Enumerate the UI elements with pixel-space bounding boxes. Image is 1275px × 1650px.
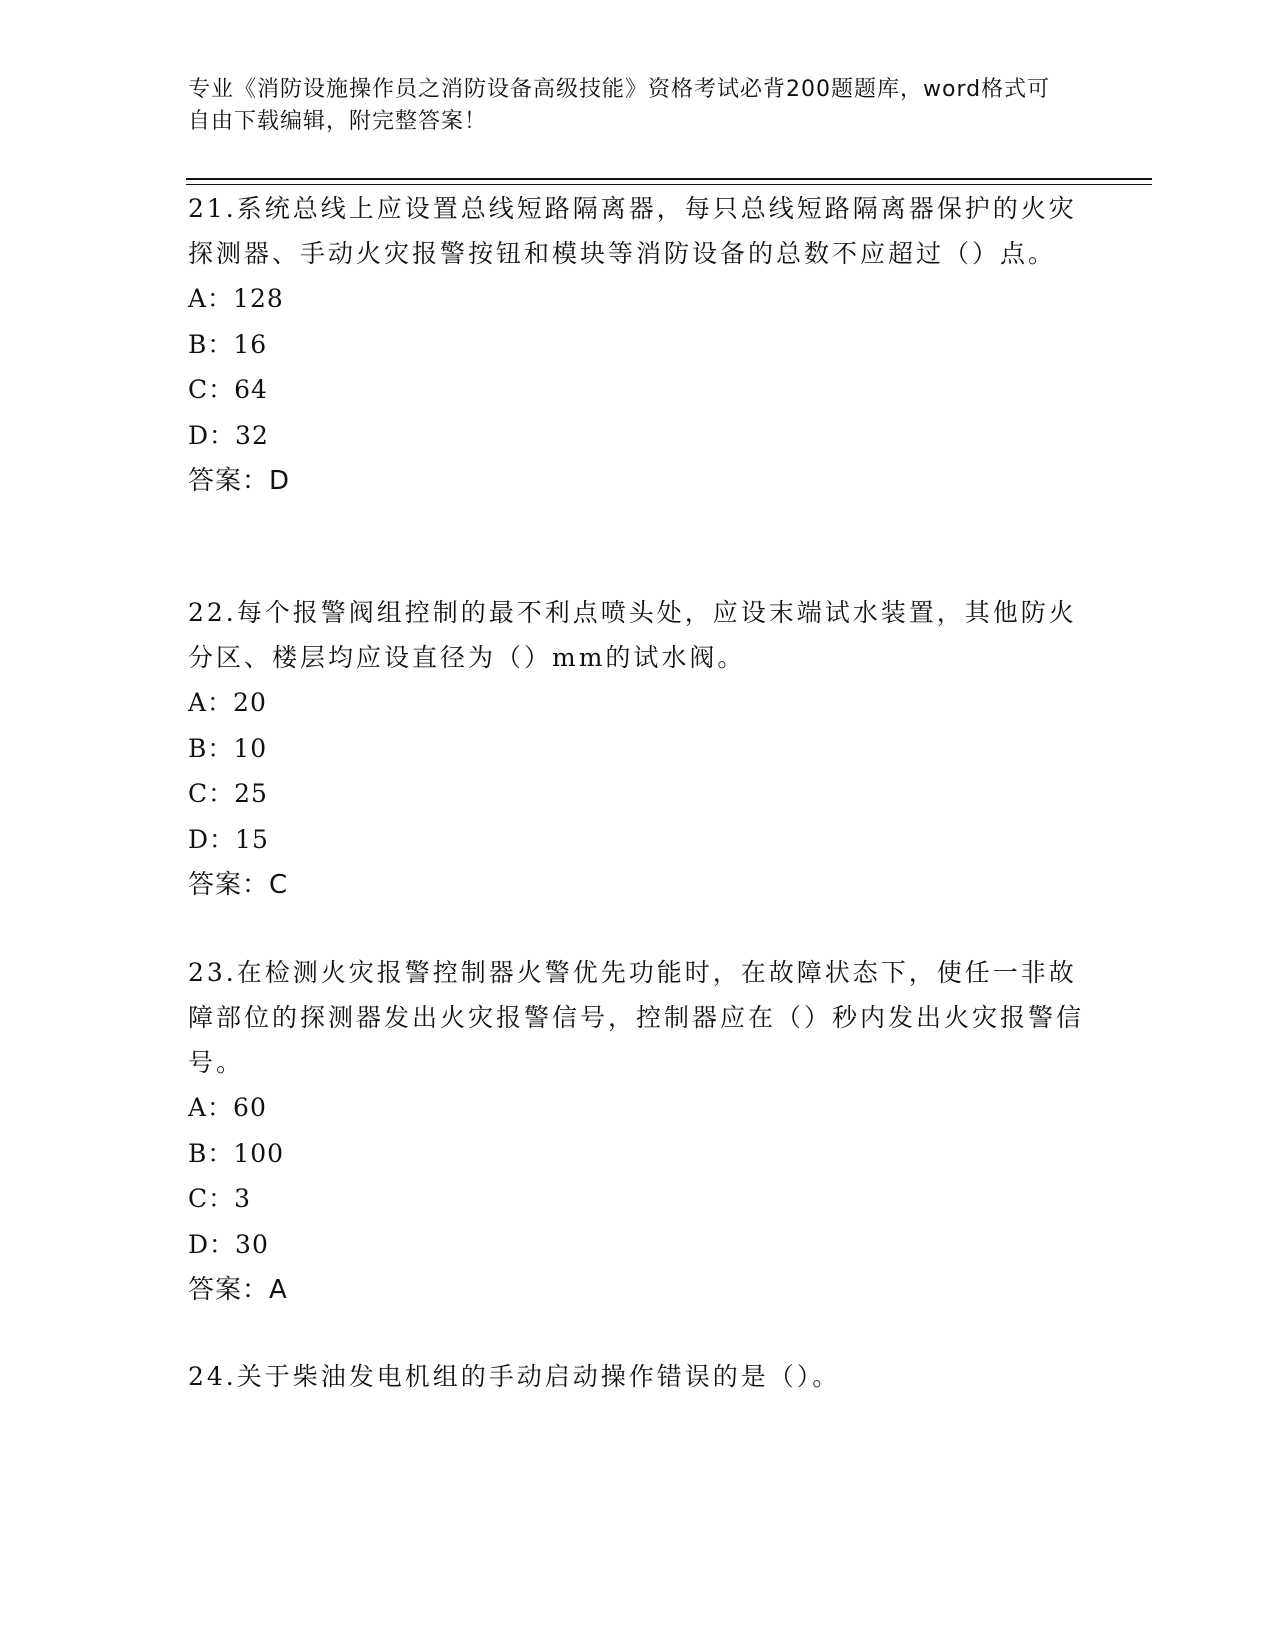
answer: 答案：C bbox=[188, 870, 289, 900]
question-text: 23.在检测火灾报警控制器火警优先功能时，在故障状态下，使任一非故障部位的探测器发出火灾报警信号，控制器应在（）秒内发出火灾报警信号。 bbox=[188, 958, 1085, 1077]
option-c: C：25 bbox=[188, 779, 268, 808]
option-b: B：16 bbox=[188, 329, 268, 359]
question-text: 21.系统总线上应设置总线短路隔离器，每只总线短路隔离器保护的火灾探测器、手动火灾报警按钮和模块等消防设备的总数不应超过（）点。 bbox=[188, 194, 1077, 268]
question-21 bbox=[188, 186, 1088, 504]
answer: 答案：D bbox=[188, 466, 291, 496]
option-b: B：100 bbox=[188, 1138, 285, 1168]
option-d: D：15 bbox=[188, 824, 269, 854]
question-24 bbox=[188, 1354, 1088, 1399]
answer: 答案：A bbox=[188, 1275, 288, 1305]
question-text: 22.每个报警阀组控制的最不利点喷头处，应设末端试水装置，其他防火分区、楼层均应设直径为（）mm的试水阀。 bbox=[188, 598, 1077, 672]
document-intro: 专业《消防设施操作员之消防设备高级技能》资格考试必背200题题库，word格式可自由下载编辑，附完整答案！ bbox=[188, 77, 1051, 134]
option-d: D：30 bbox=[188, 1229, 269, 1259]
header-divider-thick bbox=[186, 178, 1152, 180]
option-c: C：64 bbox=[188, 375, 268, 404]
option-c: C：3 bbox=[188, 1184, 252, 1213]
question-23 bbox=[188, 950, 1088, 1313]
option-a: A：128 bbox=[188, 284, 284, 313]
question-22 bbox=[188, 590, 1088, 908]
header-divider-thin bbox=[186, 184, 1152, 185]
question-text: 24.关于柴油发电机组的手动启动操作错误的是（）。 bbox=[188, 1362, 841, 1391]
option-a: A：60 bbox=[188, 1093, 267, 1122]
option-b: B：10 bbox=[188, 733, 268, 763]
option-a: A：20 bbox=[188, 688, 267, 717]
option-d: D：32 bbox=[188, 420, 269, 450]
